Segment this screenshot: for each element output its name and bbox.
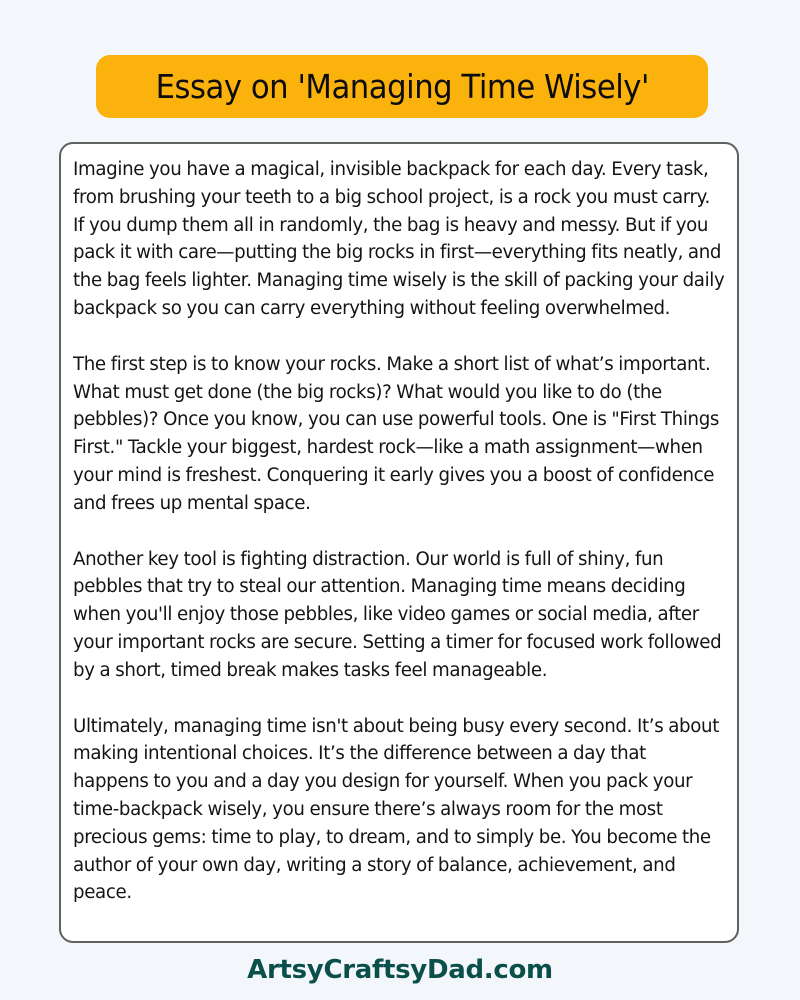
essay-paragraph-4: Ultimately, managing time isn't about being busy every second. It’s about making intentional choices. It’s the difference between a day that happens to you and a day you design for yourself. When you pack your time-backpack wisely, you ensure there’s always room for the most precious gems: time to play, to dream, and to simply be. You become the author of your own day, writing a story of balance, achievement, and peace. (73, 715, 719, 904)
essay-paragraph-2: The first step is to know your rocks. Make a short list of what’s important. What must get done (the big rocks)? What would you like to do (the pebbles)? Once you know, you can use powerful tools. One is "First Things First." Tackle your biggest, hardest rock—like a math assignment—when your mind is freshest. Conquering it early gives you a boost of confidence and frees up mental space. (73, 353, 720, 514)
essay-box (59, 142, 739, 943)
essay-paragraph-3: Another key tool is fighting distraction. Our world is full of shiny, fun pebbles that try to steal our attention. Managing time means deciding when you'll enjoy those pebbles, like video games or social media, after your important rocks are secure. Setting a timer for focused work followed by a short, timed break makes tasks feel manageable. (73, 548, 722, 681)
footer-brand: ArtsyCraftsyDad.com (247, 955, 553, 985)
page-title: Essay on 'Managing Time Wisely' (155, 67, 649, 106)
essay-paragraph-1: Imagine you have a magical, invisible backpack for each day. Every task, from brushing your teeth to a big school project, is a rock you must carry. If you dump them all in randomly, the bag is heavy and messy. But if you pack it with care—putting the big rocks in first—everything fits neatly, and the bag feels lighter. Managing time wisely is the skill of packing your daily backpack so you can carry everything without feeling overwhelmed. (73, 159, 725, 319)
title-banner (96, 55, 708, 118)
